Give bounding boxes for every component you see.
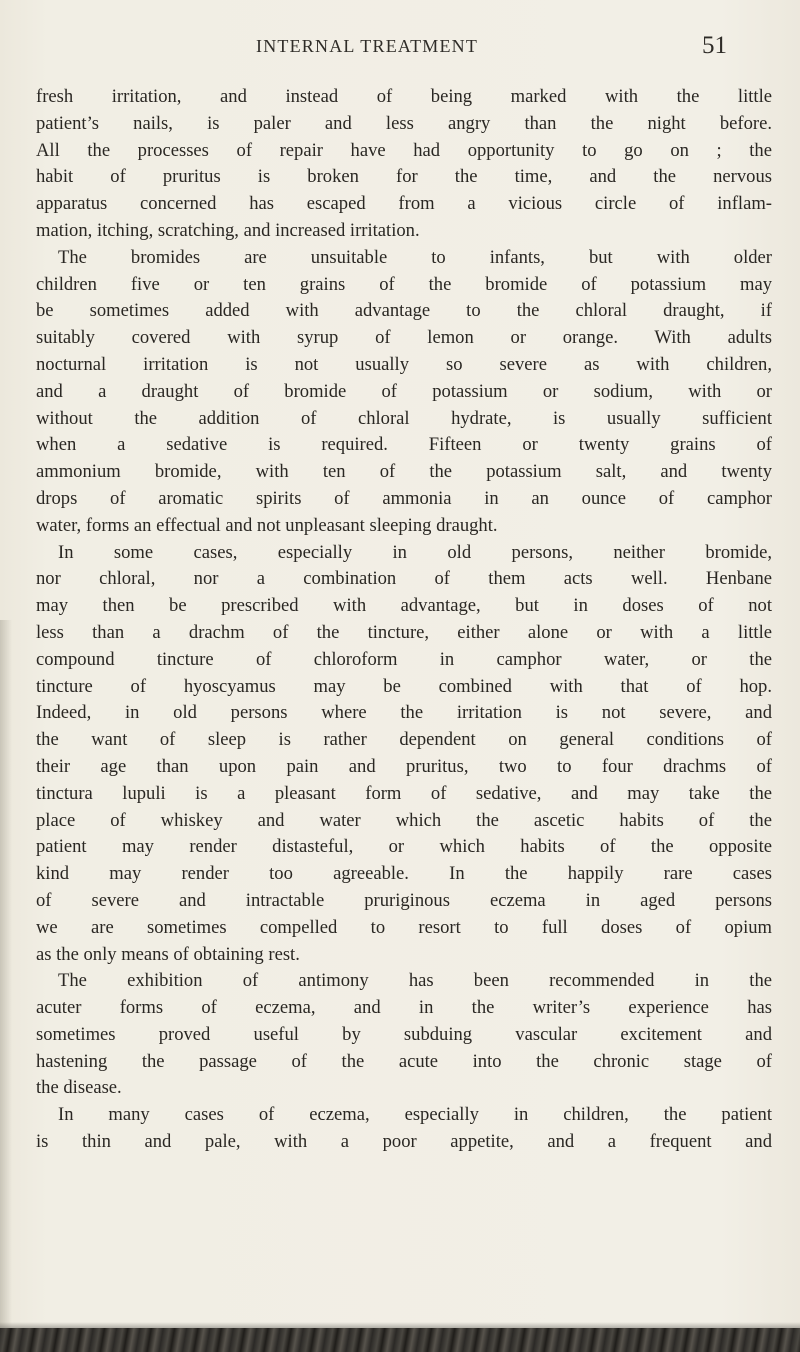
paragraph-start-line: The bromides are unsuitable to infants, but with older bbox=[58, 246, 772, 268]
text-line: sometimes proved useful by subduing vascular excitement and bbox=[36, 1023, 772, 1045]
text-line: we are sometimes compelled to resort to full doses of opium bbox=[36, 916, 772, 938]
paragraph-start-line: The exhibition of antimony has been recommended in the bbox=[58, 970, 772, 992]
text-line: nocturnal irritation is not usually so severe as with children, bbox=[36, 353, 772, 375]
page-gutter-shadow bbox=[0, 620, 12, 1340]
text-line: be sometimes added with advantage to the chloral draught, if bbox=[36, 300, 772, 322]
body-text bbox=[36, 84, 772, 1156]
text-line: as the only means of obtaining rest. bbox=[36, 943, 300, 965]
text-line: compound tincture of chloroform in camphor water, or the bbox=[36, 648, 772, 670]
text-line: acuter forms of eczema, and in the writer’s experience has bbox=[36, 997, 772, 1019]
text-line: drops of aromatic spirits of ammonia in an ounce of camphor bbox=[36, 487, 772, 509]
text-line: mation, itching, scratching, and increased irritation. bbox=[36, 219, 420, 241]
paragraph-start-line: In many cases of eczema, especially in children, the patient bbox=[58, 1104, 772, 1126]
text-line: habit of pruritus is broken for the time, and the nervous bbox=[36, 166, 772, 188]
text-line: less than a drachm of the tincture, either alone or with a little bbox=[36, 621, 772, 643]
text-line: Indeed, in old persons where the irritation is not severe, and bbox=[36, 702, 772, 724]
text-line: tincture of hyoscyamus may be combined with that of hop. bbox=[36, 675, 772, 697]
page-header bbox=[0, 34, 800, 74]
text-line: suitably covered with syrup of lemon or orange. With adults bbox=[36, 327, 772, 349]
text-line: without the addition of chloral hydrate, is usually sufficient bbox=[36, 407, 772, 429]
page-number: 51 bbox=[702, 32, 727, 59]
text-line: patient’s nails, is paler and less angry than the night before. bbox=[36, 112, 772, 134]
text-line: may then be prescribed with advantage, but in doses of not bbox=[36, 595, 772, 617]
text-line: is thin and pale, with a poor appetite, and a frequent and bbox=[36, 1131, 772, 1153]
text-line: water, forms an effectual and not unpleasant sleeping draught. bbox=[36, 514, 498, 536]
running-head: INTERNAL TREATMENT bbox=[256, 36, 479, 56]
text-line: patient may render distasteful, or which habits of the opposite bbox=[36, 836, 772, 858]
text-line: place of whiskey and water which the ascetic habits of the bbox=[36, 809, 772, 831]
text-line: when a sedative is required. Fifteen or twenty grains of bbox=[36, 434, 772, 456]
text-line: their age than upon pain and pruritus, two to four drachms of bbox=[36, 755, 772, 777]
text-line: apparatus concerned has escaped from a vicious circle of inflam- bbox=[36, 193, 772, 215]
text-line: hastening the passage of the acute into the chronic stage of bbox=[36, 1050, 772, 1072]
text-line: of severe and intractable pruriginous eczema in aged persons bbox=[36, 889, 772, 911]
text-line: All the processes of repair have had opportunity to go on ; the bbox=[36, 139, 772, 161]
text-line: nor chloral, nor a combination of them acts well. Henbane bbox=[36, 568, 772, 590]
text-line: ammonium bromide, with ten of the potassium salt, and twenty bbox=[36, 461, 772, 483]
text-line: the want of sleep is rather dependent on general conditions of bbox=[36, 729, 772, 751]
scanned-page-edge bbox=[0, 1328, 800, 1352]
paragraph-start-line: In some cases, especially in old persons, neither bromide, bbox=[58, 541, 772, 563]
text-line: kind may render too agreeable. In the happily rare cases bbox=[36, 863, 772, 885]
text-line: tinctura lupuli is a pleasant form of sedative, and may take the bbox=[36, 782, 772, 804]
text-line: the disease. bbox=[36, 1077, 122, 1099]
text-line: children five or ten grains of the bromide of potassium may bbox=[36, 273, 772, 295]
text-line: and a draught of bromide of potassium or sodium, with or bbox=[36, 380, 772, 402]
text-line: fresh irritation, and instead of being marked with the little bbox=[36, 86, 772, 107]
